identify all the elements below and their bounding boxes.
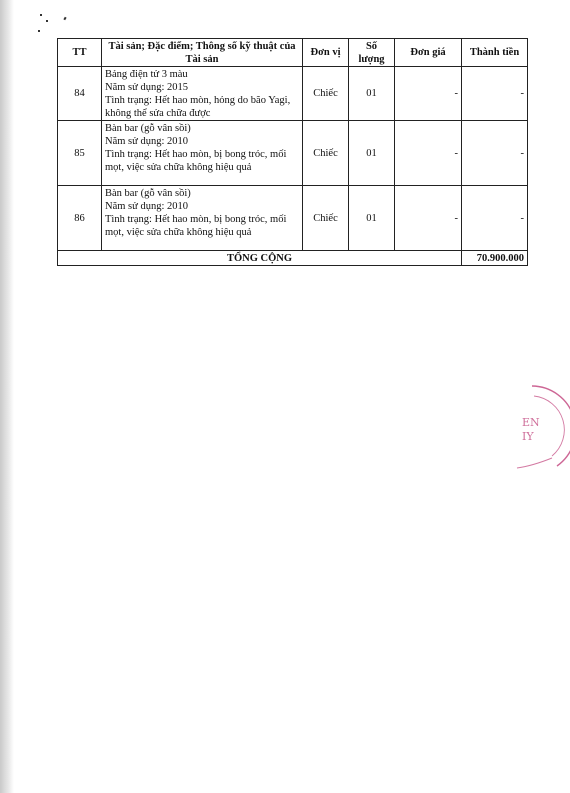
stamp-text-2: IY: [522, 430, 534, 443]
stamp-text: EN: [522, 416, 540, 429]
row-number: 85: [58, 121, 102, 186]
row-description: [102, 67, 303, 121]
table-row: [58, 121, 528, 186]
total-label: TỔNG CỘNG: [58, 251, 462, 266]
asset-year: Năm sử dụng: 2015: [105, 82, 188, 93]
header-unit: Đơn vị: [303, 39, 349, 67]
asset-year: Năm sử dụng: 2010: [105, 136, 188, 147]
asset-table: [57, 38, 528, 266]
header-tt: TT: [58, 39, 102, 67]
row-amount: -: [462, 67, 528, 121]
scan-speck: [40, 14, 42, 16]
asset-condition-cont: mọt, việc sửa chữa không hiệu quả: [105, 227, 252, 238]
header-quantity: Số lượng: [349, 39, 395, 67]
table-row: [58, 67, 528, 121]
row-amount: -: [462, 121, 528, 186]
asset-year: Năm sử dụng: 2010: [105, 201, 188, 212]
header-description: Tài sản; Đặc điểm; Thông số kỹ thuật của Tài sản: [102, 39, 303, 67]
row-quantity: 01: [349, 186, 395, 251]
asset-name: Bàn bar (gỗ vân sồi): [105, 188, 191, 199]
scan-page-edge: [0, 0, 14, 793]
table-header-row: [58, 39, 528, 67]
asset-condition: Tình trạng: Hết hao mòn, hỏng do bão Yagi,: [105, 95, 291, 106]
row-quantity: 01: [349, 67, 395, 121]
row-unit-price: -: [395, 186, 462, 251]
row-unit: Chiếc: [303, 67, 349, 121]
total-amount: 70.900.000: [462, 251, 528, 266]
asset-condition-cont: không thể sửa chữa được: [105, 108, 211, 119]
asset-condition: Tình trạng: Hết hao mòn, bị bong tróc, mối: [105, 214, 287, 225]
row-unit: Chiếc: [303, 186, 349, 251]
asset-name: Bàn bar (gỗ vân sồi): [105, 123, 191, 134]
asset-name: Bảng điện tử 3 màu: [105, 69, 188, 80]
row-unit-price: -: [395, 67, 462, 121]
row-amount: -: [462, 186, 528, 251]
row-unit-price: -: [395, 121, 462, 186]
asset-condition: Tình trạng: Hết hao mòn, bị bong tróc, mối: [105, 149, 287, 160]
row-description: [102, 121, 303, 186]
header-unit-price: Đơn giá: [395, 39, 462, 67]
scan-speck: [38, 30, 40, 32]
scan-speck: [46, 20, 48, 22]
seal-stamp: [512, 378, 570, 473]
total-row: [58, 251, 528, 266]
asset-condition-cont: mọt, việc sửa chữa không hiệu quả: [105, 162, 252, 173]
scan-speck: [63, 17, 66, 21]
row-number: 86: [58, 186, 102, 251]
table-row: [58, 186, 528, 251]
row-description: [102, 186, 303, 251]
row-unit: Chiếc: [303, 121, 349, 186]
header-amount: Thành tiền: [462, 39, 528, 67]
row-quantity: 01: [349, 121, 395, 186]
row-number: 84: [58, 67, 102, 121]
